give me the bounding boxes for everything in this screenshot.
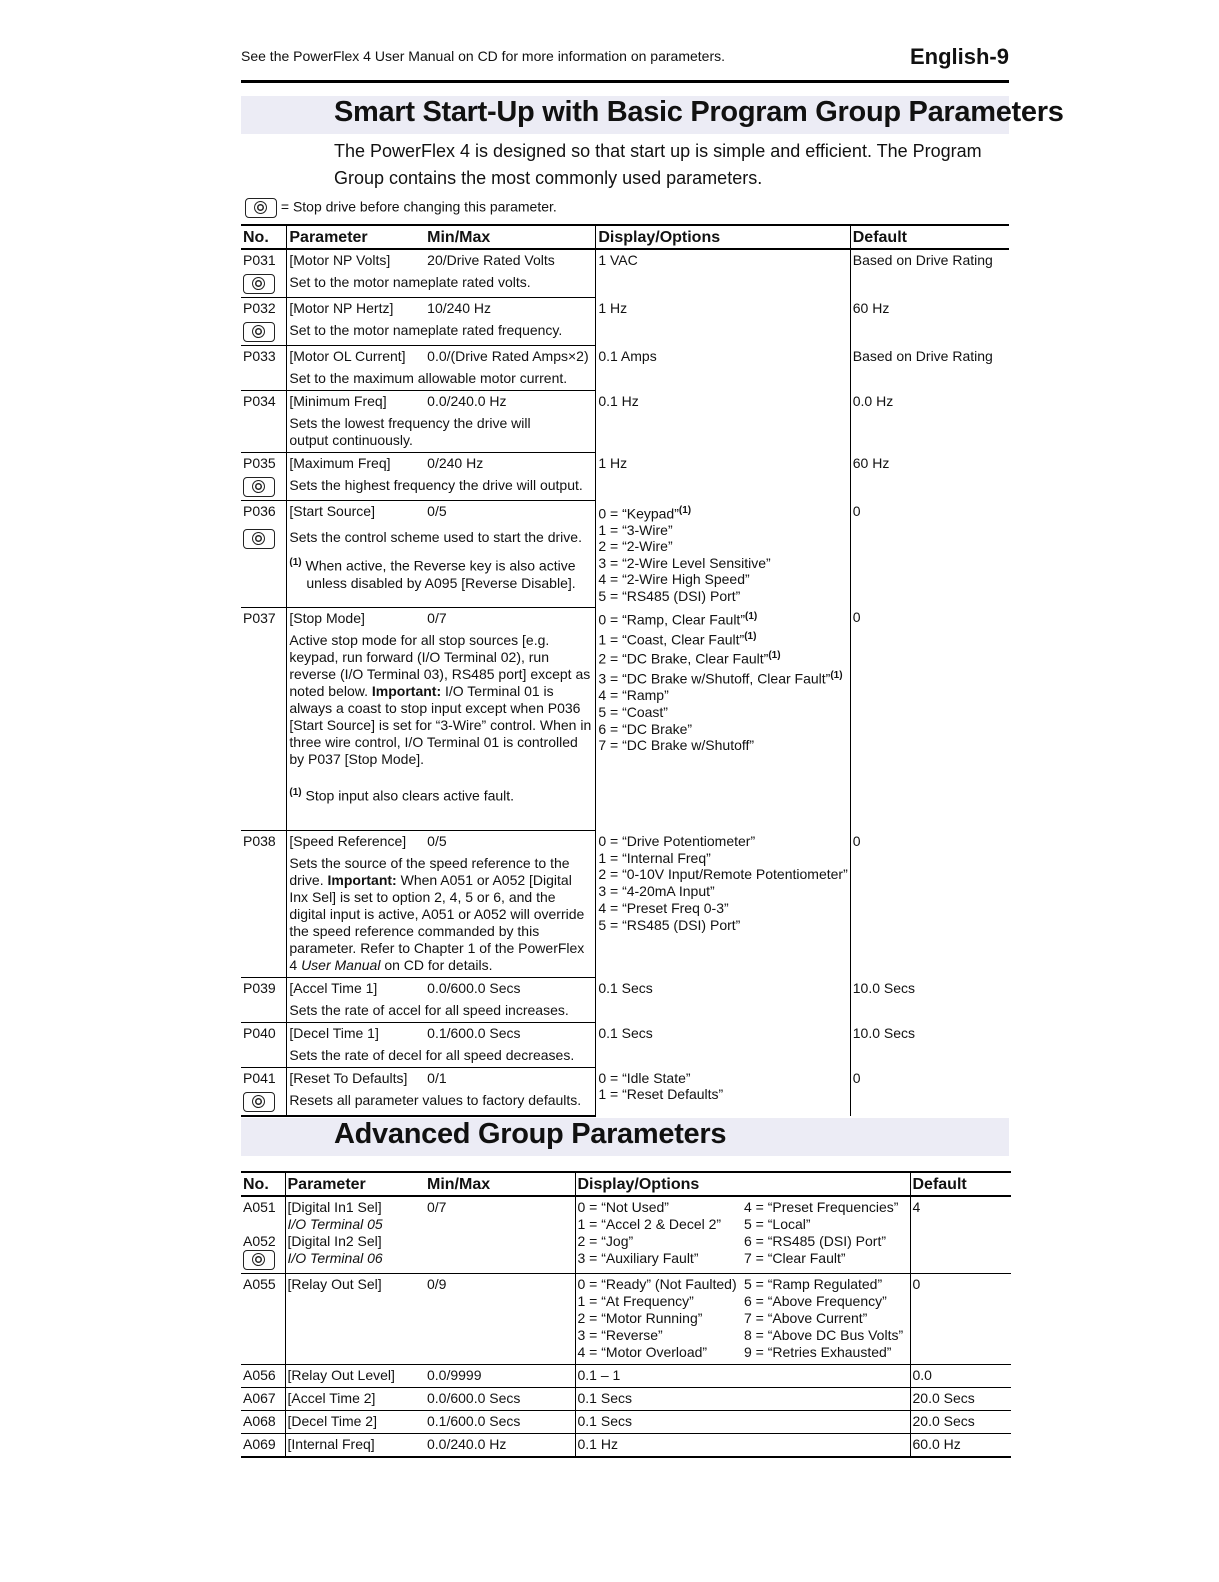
param-name: [Accel Time 2] (285, 1388, 425, 1411)
param-desc: Sets the lowest frequency the drive will output continuously. (287, 413, 596, 453)
param-terminal: I/O Terminal 05 (287, 1216, 383, 1232)
option-item: 1 = “3-Wire” (598, 521, 673, 538)
header-note: See the PowerFlex 4 User Manual on CD for more information on parameters. (241, 48, 725, 64)
advanced-group-table (241, 1171, 1011, 1458)
page-label: English-9 (909, 44, 1009, 69)
param-options-left: 0 = “Ready” (Not Faulted) 1 = “At Frequency” 2 = “Motor Running” 3 = “Reverse” 4 = “Motor Overload” (575, 1274, 742, 1365)
col-header-default: Default (910, 1172, 1011, 1196)
option-item: 5 = “RS485 (DSI) Port” (598, 587, 741, 604)
col-header-minmax: Min/Max (425, 1172, 575, 1196)
param-no: P037 (241, 607, 287, 630)
footnote: $^{(1)}$ When active, the Reverse key is also active unless disabled by A095 [Reverse Disable]. (289, 556, 576, 591)
option-item: 7 = “DC Brake w/Shutoff” (598, 737, 755, 754)
option-item: 3 = “4-20mA Input” (598, 883, 715, 900)
param-name-cell (285, 1196, 425, 1274)
param-minmax: 0/7 (425, 1196, 575, 1274)
param-desc: Sets the source of the speed reference to the drive. Important: When A051 or A052 [Digital Inx Sel] is set to option 2, 4, 5 or 6, and the digital input is active, A051 or A052 will override the speed reference commanded by this parameter. Refer to Chapter 1 of the PowerFlex 4 User Manual on CD for details. (287, 853, 596, 978)
header-rule (241, 80, 1009, 83)
option-item: 4 = “Preset Freq 0-3” (598, 900, 729, 916)
param-options (596, 831, 850, 978)
param-options-right: 4 = “Preset Frequencies” 5 = “Local” 6 = “RS485 (DSI) Port” 7 = “Clear Fault” (742, 1196, 910, 1274)
param-icon-cell (241, 320, 287, 346)
param-minmax: 0/5 (425, 501, 596, 527)
param-default: 0 (852, 502, 861, 519)
param-display: 1 Hz (596, 453, 850, 501)
param-no: A069 (241, 1434, 285, 1458)
param-display: 0.1 Hz (596, 391, 850, 453)
col-header-minmax: Min/Max (425, 225, 596, 249)
param-name: [Speed Reference] (289, 833, 407, 850)
option-item: 6 = “DC Brake” (598, 720, 693, 737)
param-minmax: 0/7 (425, 607, 596, 630)
section-title: Smart Start-Up with Basic Program Group Parameters (334, 96, 1064, 128)
param-no-cell (241, 1196, 285, 1274)
param-display: 1 Hz (596, 298, 850, 346)
param-name: [Maximum Freq] (289, 455, 391, 471)
param-display: 0.1 Secs (575, 1411, 910, 1434)
param-default: 60 Hz (852, 299, 890, 316)
param-options-left: 0 = “Not Used” 1 = “Accel 2 & Decel 2” 2 = “Jog” 3 = “Auxiliary Fault” (575, 1196, 742, 1274)
param-default: 0 (910, 1274, 1011, 1365)
col-header-parameter: Parameter (285, 1172, 425, 1196)
param-minmax: 0.1/600.0 Secs (425, 1411, 575, 1434)
param-default: 4 (910, 1196, 1011, 1274)
stop-legend (245, 198, 557, 218)
param-name: [Digital In1 Sel] (287, 1199, 382, 1215)
param-no: A067 (241, 1388, 285, 1411)
param-no: P033 (241, 346, 287, 369)
param-default: 0 (852, 609, 861, 626)
param-name: [Decel Time 1] (289, 1025, 379, 1042)
option-item: 1 = “Internal Freq” (598, 849, 711, 866)
option-item: 2 = “0-10V Input/Remote Potentiometer” (598, 866, 848, 883)
param-no: A052 (243, 1233, 276, 1249)
stop-drive-icon (245, 198, 277, 218)
param-options-right: 5 = “Ramp Regulated” 6 = “Above Frequency” 7 = “Above Current” 8 = “Above DC Bus Volts” 9 = “Retries Exhausted” (742, 1274, 910, 1365)
stop-drive-icon (243, 1092, 275, 1112)
param-name: [Stop Mode] (289, 609, 365, 626)
col-header-display: Display/Options (575, 1172, 910, 1196)
param-name: [Motor NP Volts] (289, 252, 391, 268)
param-no: A051 (243, 1199, 276, 1215)
param-default: Based on Drive Rating (852, 252, 993, 268)
param-display: 0.1 – 1 (575, 1365, 910, 1388)
param-minmax: 0/240 Hz (425, 453, 596, 476)
param-desc: Active stop mode for all stop sources [e.g. keypad, run forward (I/O Terminal 02), run reverse (I/O Terminal 03), RS485 port] except as noted below. Important: I/O Terminal 01 is always a coast to stop input except when P036 [Start Source] is set for “3-Wire” control. When in three wire control, I/O Terminal 01 is controlled by P037 [Stop Mode]. $^{(1)}$ Stop input also clears active fault. (287, 630, 596, 831)
param-no: P039 (241, 978, 287, 1001)
option-item: 1 = “Reset Defaults” (598, 1086, 724, 1103)
param-no: A055 (241, 1274, 285, 1365)
param-name: [Minimum Freq] (289, 393, 387, 409)
param-minmax: 20/Drive Rated Volts (425, 249, 596, 272)
param-default: 0 (852, 832, 861, 849)
param-minmax: 10/240 Hz (425, 298, 596, 321)
stop-drive-icon (243, 477, 275, 497)
program-group-table (241, 224, 1009, 1117)
param-no: P031 (241, 249, 287, 272)
param-icon-cell (241, 527, 287, 607)
option-item: 0 = “Keypad”$^{(1)}$ (598, 504, 692, 522)
option-item: 3 = “2-Wire Level Sensitive” (598, 554, 771, 571)
param-display: 0.1 Secs (596, 1023, 850, 1068)
option-item: 0 = “Idle State” (598, 1069, 691, 1086)
param-default: 0.0 Hz (852, 392, 894, 409)
intro-text: The PowerFlex 4 is designed so that start up is simple and efficient. The Program Group contains the most commonly used parameters. (334, 141, 982, 188)
param-desc: Sets the rate of accel for all speed increases. (287, 1000, 596, 1023)
param-default: 0 (852, 1069, 861, 1086)
param-minmax: 0/9 (425, 1274, 575, 1365)
option-item: 5 = “Coast” (598, 703, 668, 720)
stop-drive-icon (243, 322, 275, 342)
param-minmax: 0/1 (425, 1068, 596, 1091)
col-header-no: No. (241, 225, 287, 249)
param-desc: Sets the highest frequency the drive will output. (287, 475, 596, 501)
param-no: P040 (241, 1023, 287, 1046)
param-desc: Set to the motor nameplate rated volts. (287, 272, 596, 298)
param-minmax: 0.1/600.0 Secs (425, 1023, 596, 1046)
param-no: P038 (241, 831, 287, 854)
option-item: 0 = “Ramp, Clear Fault”$^{(1)}$ (598, 611, 758, 628)
option-item: 4 = “2-Wire High Speed” (598, 571, 750, 588)
stop-drive-icon (243, 1250, 275, 1270)
param-no: P035 (241, 453, 287, 476)
param-name: [Internal Freq] (285, 1434, 425, 1458)
param-minmax: 0.0/240.0 Hz (425, 391, 596, 414)
param-name: [Motor NP Hertz] (289, 300, 394, 316)
col-header-no: No. (241, 1172, 285, 1196)
param-icon-cell (241, 272, 287, 298)
param-default: 10.0 Secs (852, 1024, 916, 1041)
param-options (596, 1068, 850, 1117)
param-display: 0.1 Amps (596, 346, 850, 391)
option-item: 3 = “DC Brake w/Shutoff, Clear Fault”$^{(1)}$ (598, 669, 843, 687)
stop-drive-icon (243, 274, 275, 294)
stop-drive-icon (243, 529, 275, 549)
param-no: P041 (241, 1068, 287, 1091)
param-no: P032 (241, 298, 287, 321)
param-name: [Start Source] (289, 503, 375, 519)
param-options (596, 607, 850, 831)
param-options (596, 501, 850, 608)
footnote: $^{(1)}$ Stop input also clears active fault. (289, 786, 515, 804)
option-item: 1 = “Coast, Clear Fault”$^{(1)}$ (598, 630, 757, 648)
param-display: 1 VAC (596, 249, 850, 298)
param-default: 0.0 (910, 1365, 1011, 1388)
param-no: P034 (241, 391, 287, 414)
param-default: 10.0 Secs (852, 979, 916, 996)
param-icon-cell (241, 1090, 287, 1116)
legend-text: = Stop drive before changing this parameter. (280, 198, 557, 215)
param-display: 0.1 Secs (596, 978, 850, 1023)
param-minmax: 0/5 (425, 831, 596, 854)
option-item: 4 = “Ramp” (598, 686, 669, 703)
param-name: [Reset To Defaults] (289, 1070, 408, 1087)
param-minmax: 0.0/600.0 Secs (425, 1388, 575, 1411)
param-desc: Set to the maximum allowable motor current. (287, 368, 596, 391)
param-minmax: 0.0/600.0 Secs (425, 978, 596, 1001)
param-desc: Resets all parameter values to factory defaults. (287, 1090, 596, 1116)
param-minmax: 0.0/9999 (425, 1365, 575, 1388)
param-name: [Motor OL Current] (289, 348, 406, 364)
param-desc: Set to the motor nameplate rated frequency. (287, 320, 596, 346)
param-default: 20.0 Secs (910, 1411, 1011, 1434)
param-terminal: I/O Terminal 06 (287, 1250, 383, 1266)
param-minmax: 0.0/240.0 Hz (425, 1434, 575, 1458)
option-item: 0 = “Drive Potentiometer” (598, 832, 756, 849)
param-name: [Relay Out Sel] (285, 1274, 425, 1365)
param-icon-cell (241, 475, 287, 501)
param-name: [Digital In2 Sel] (287, 1233, 382, 1249)
param-name: [Decel Time 2] (285, 1411, 425, 1434)
param-default: 60.0 Hz (910, 1434, 1011, 1458)
param-display: 0.1 Secs (575, 1388, 910, 1411)
option-item: 5 = “RS485 (DSI) Port” (598, 916, 741, 933)
option-item: 2 = “2-Wire” (598, 538, 673, 555)
param-default: Based on Drive Rating (852, 347, 993, 364)
param-no: A056 (241, 1365, 285, 1388)
option-item: 2 = “DC Brake, Clear Fault”$^{(1)}$ (598, 650, 781, 667)
col-header-default: Default (850, 225, 1009, 249)
param-no: P036 (241, 501, 287, 527)
param-desc: Sets the control scheme used to start the drive. $^{(1)}$ When active, the Reverse key is also active unless disabled by A095 [Reverse Disable]. (287, 527, 596, 607)
param-minmax: 0.0/(Drive Rated Amps×2) (425, 346, 596, 369)
param-no: A068 (241, 1411, 285, 1434)
section-title: Advanced Group Parameters (334, 1118, 727, 1150)
col-header-display: Display/Options (596, 225, 850, 249)
param-name: [Accel Time 1] (289, 980, 378, 997)
param-desc: Sets the rate of decel for all speed decreases. (287, 1045, 596, 1068)
param-name: [Relay Out Level] (285, 1365, 425, 1388)
param-default: 20.0 Secs (910, 1388, 1011, 1411)
param-display: 0.1 Hz (575, 1434, 910, 1458)
param-default: 60 Hz (852, 454, 890, 471)
col-header-parameter: Parameter (287, 225, 425, 249)
